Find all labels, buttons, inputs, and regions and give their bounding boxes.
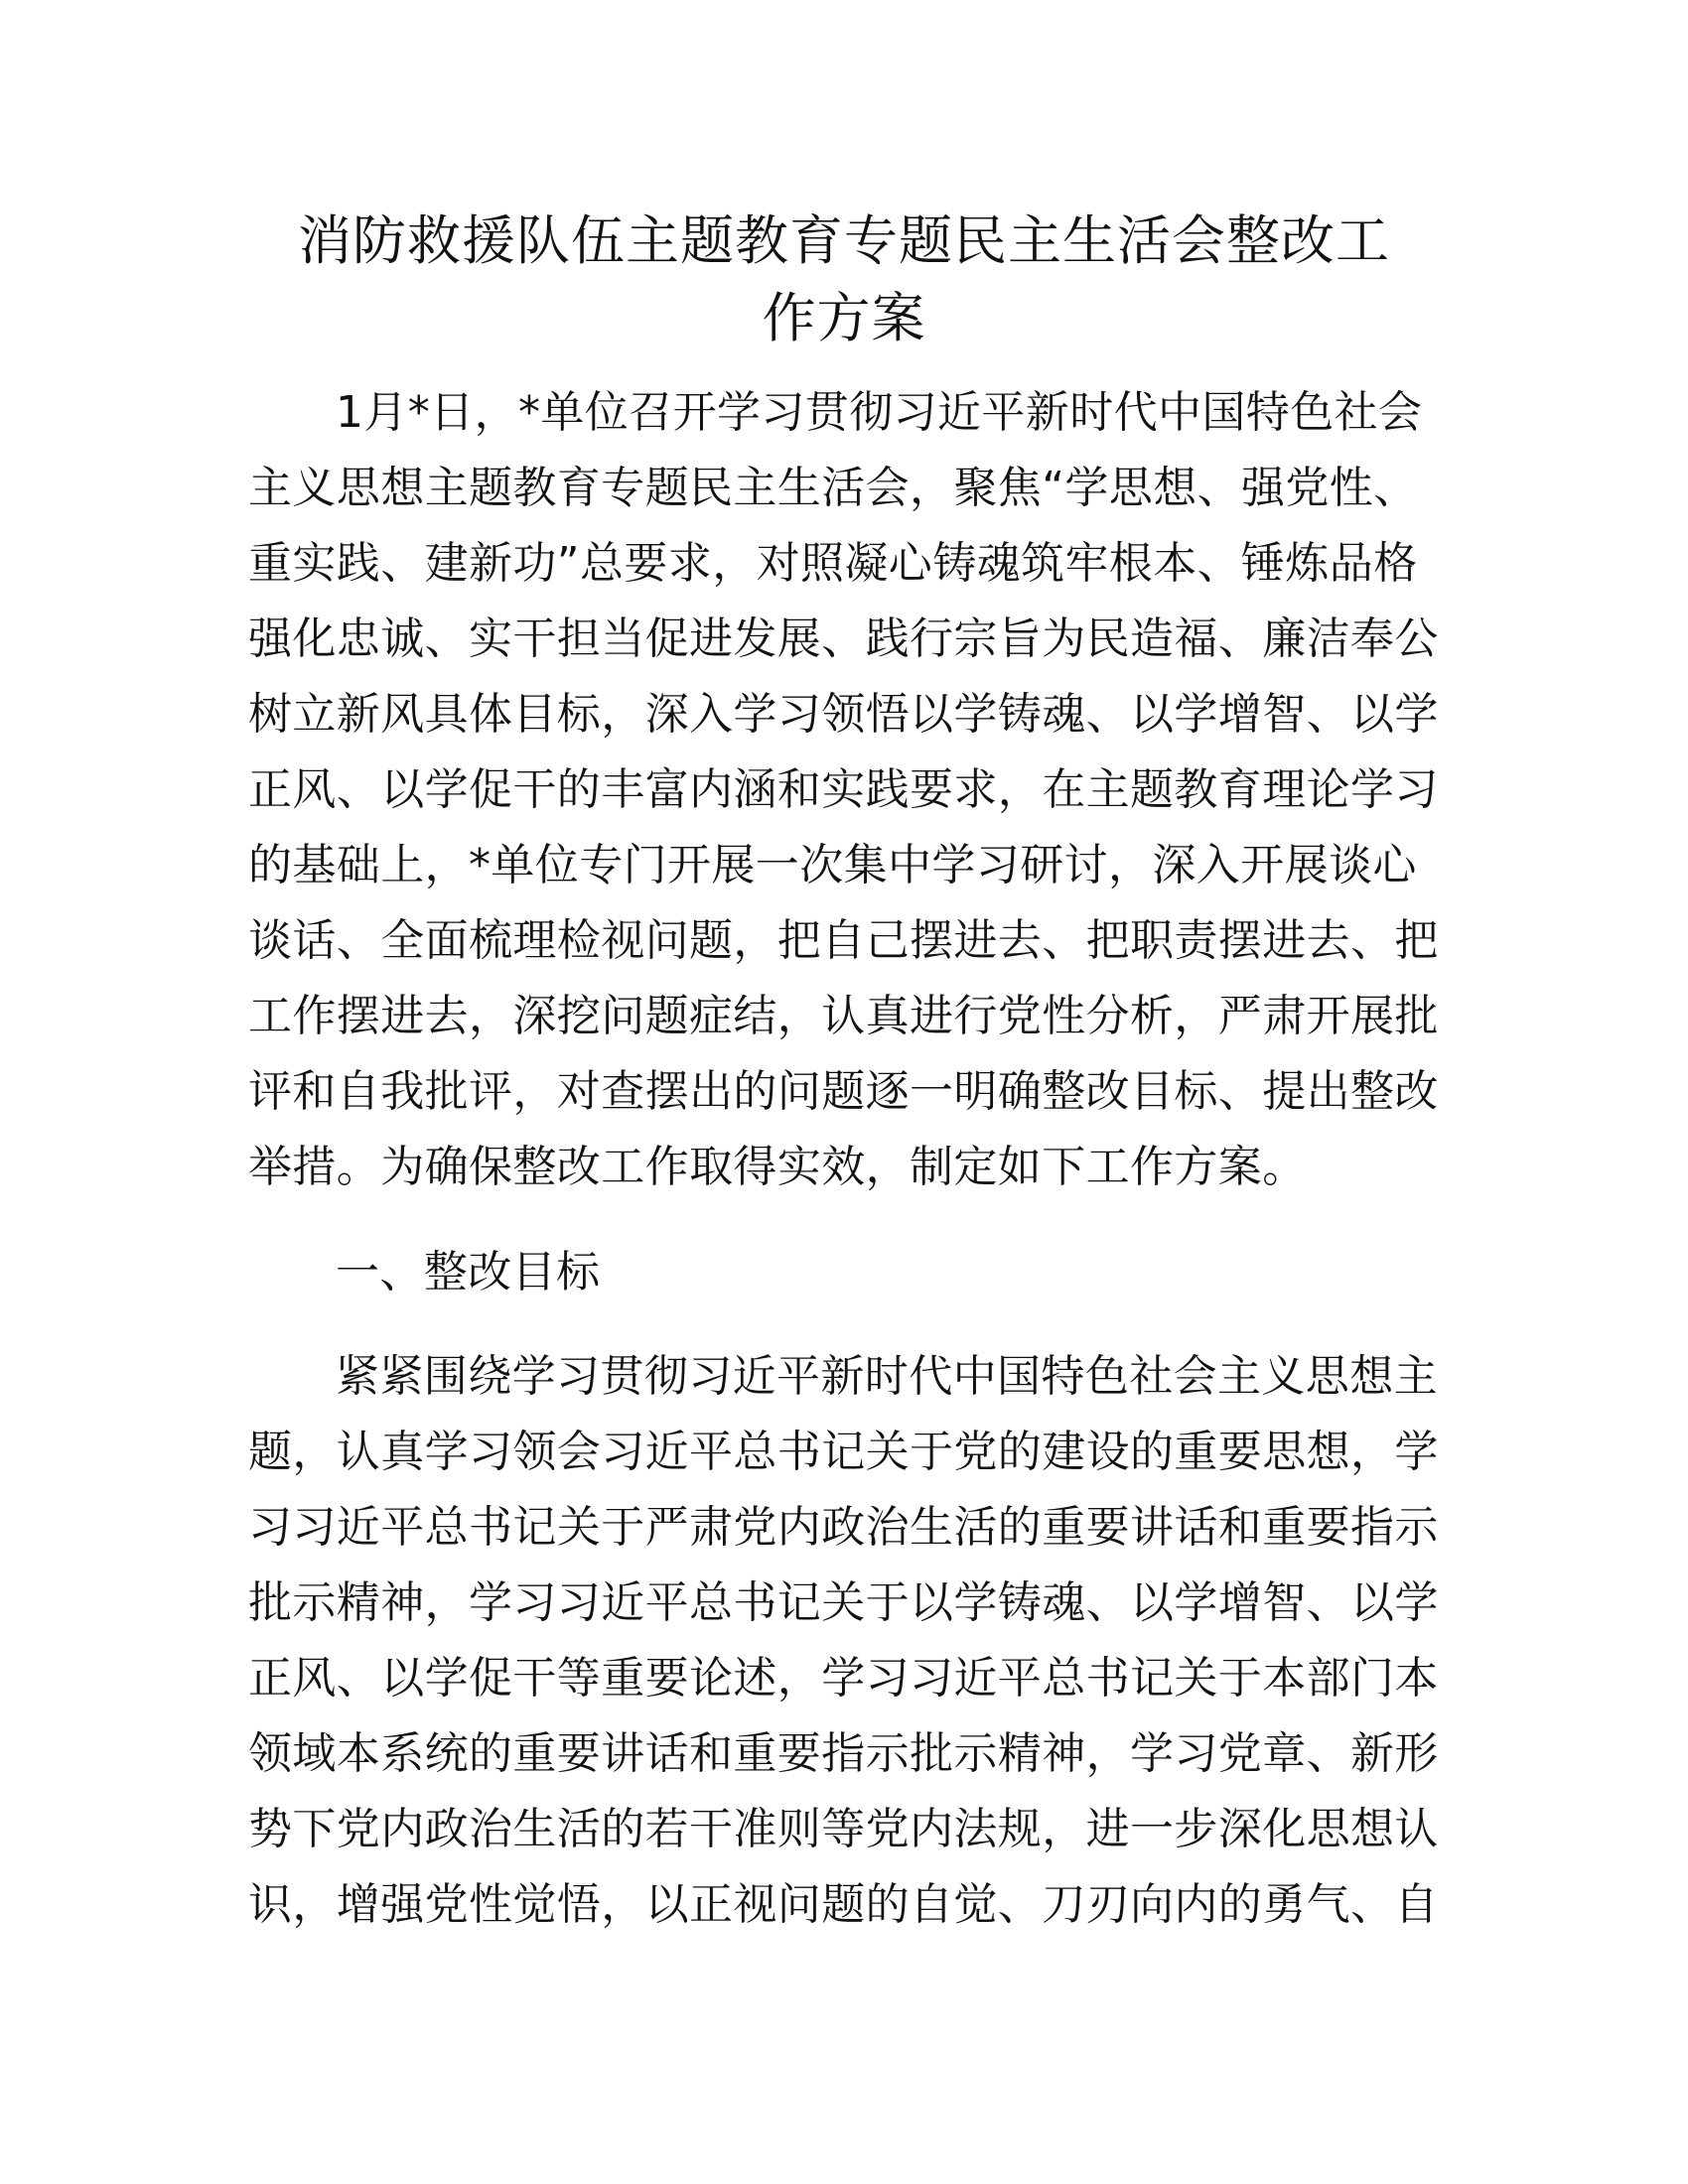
section-heading: 一、整改目标 (336, 1247, 601, 1297)
intro-line: 1月*日，*单位召开学习贯彻习近平新时代中国特色社会 (336, 387, 1423, 438)
intro-line: 重实践、建新功”总要求，对照凝心铸魂筑牢根本、锤炼品格 (248, 538, 1418, 589)
document-title-line-1: 消防救援队伍主题教育专题民主生活会整改工 (298, 209, 1390, 272)
section-line: 识，增强党性觉悟，以正视问题的自觉、刀刃向内的勇气、自 (248, 1879, 1439, 1930)
document-title-line-2: 作方案 (762, 287, 926, 349)
intro-line: 谈话、全面梳理检视问题，把自己摆进去、把职责摆进去、把 (248, 915, 1439, 966)
section-line: 正风、以学促干等重要论述，学习习近平总书记关于本部门本 (248, 1653, 1439, 1704)
section-line: 批示精神，学习习近平总书记关于以学铸魂、以学增智、以学 (248, 1577, 1439, 1628)
intro-line: 主义思想主题教育专题民主生活会，聚焦“学思想、强党性、 (248, 463, 1418, 513)
intro-line: 评和自我批评，对查摆出的问题逐一明确整改目标、提出整改 (248, 1066, 1439, 1117)
intro-line: 工作摆进去，深挖问题症结，认真进行党性分析，严肃开展批 (248, 991, 1439, 1041)
section-line: 势下党内政治生活的若干准则等党内法规，进一步深化思想认 (248, 1804, 1439, 1854)
section-line: 题，认真学习领会习近平总书记关于党的建设的重要思想，学 (248, 1427, 1439, 1477)
intro-line: 的基础上，*单位专门开展一次集中学习研讨，深入开展谈心 (248, 840, 1417, 890)
section-line: 习习近平总书记关于严肃党内政治生活的重要讲话和重要指示 (248, 1502, 1439, 1553)
intro-line: 强化忠诚、实干担当促进发展、践行宗旨为民造福、廉洁奉公 (248, 614, 1439, 664)
intro-line: 树立新风具体目标，深入学习领悟以学铸魂、以学增智、以学 (248, 689, 1439, 740)
intro-line: 正风、以学促干的丰富内涵和实践要求，在主题教育理论学习 (248, 764, 1439, 815)
intro-line: 举措。为确保整改工作取得实效，制定如下工作方案。 (248, 1142, 1307, 1192)
section-line: 领域本系统的重要讲话和重要指示批示精神，学习党章、新形 (248, 1728, 1439, 1779)
section-line: 紧紧围绕学习贯彻习近平新时代中国特色社会主义思想主 (336, 1351, 1438, 1402)
